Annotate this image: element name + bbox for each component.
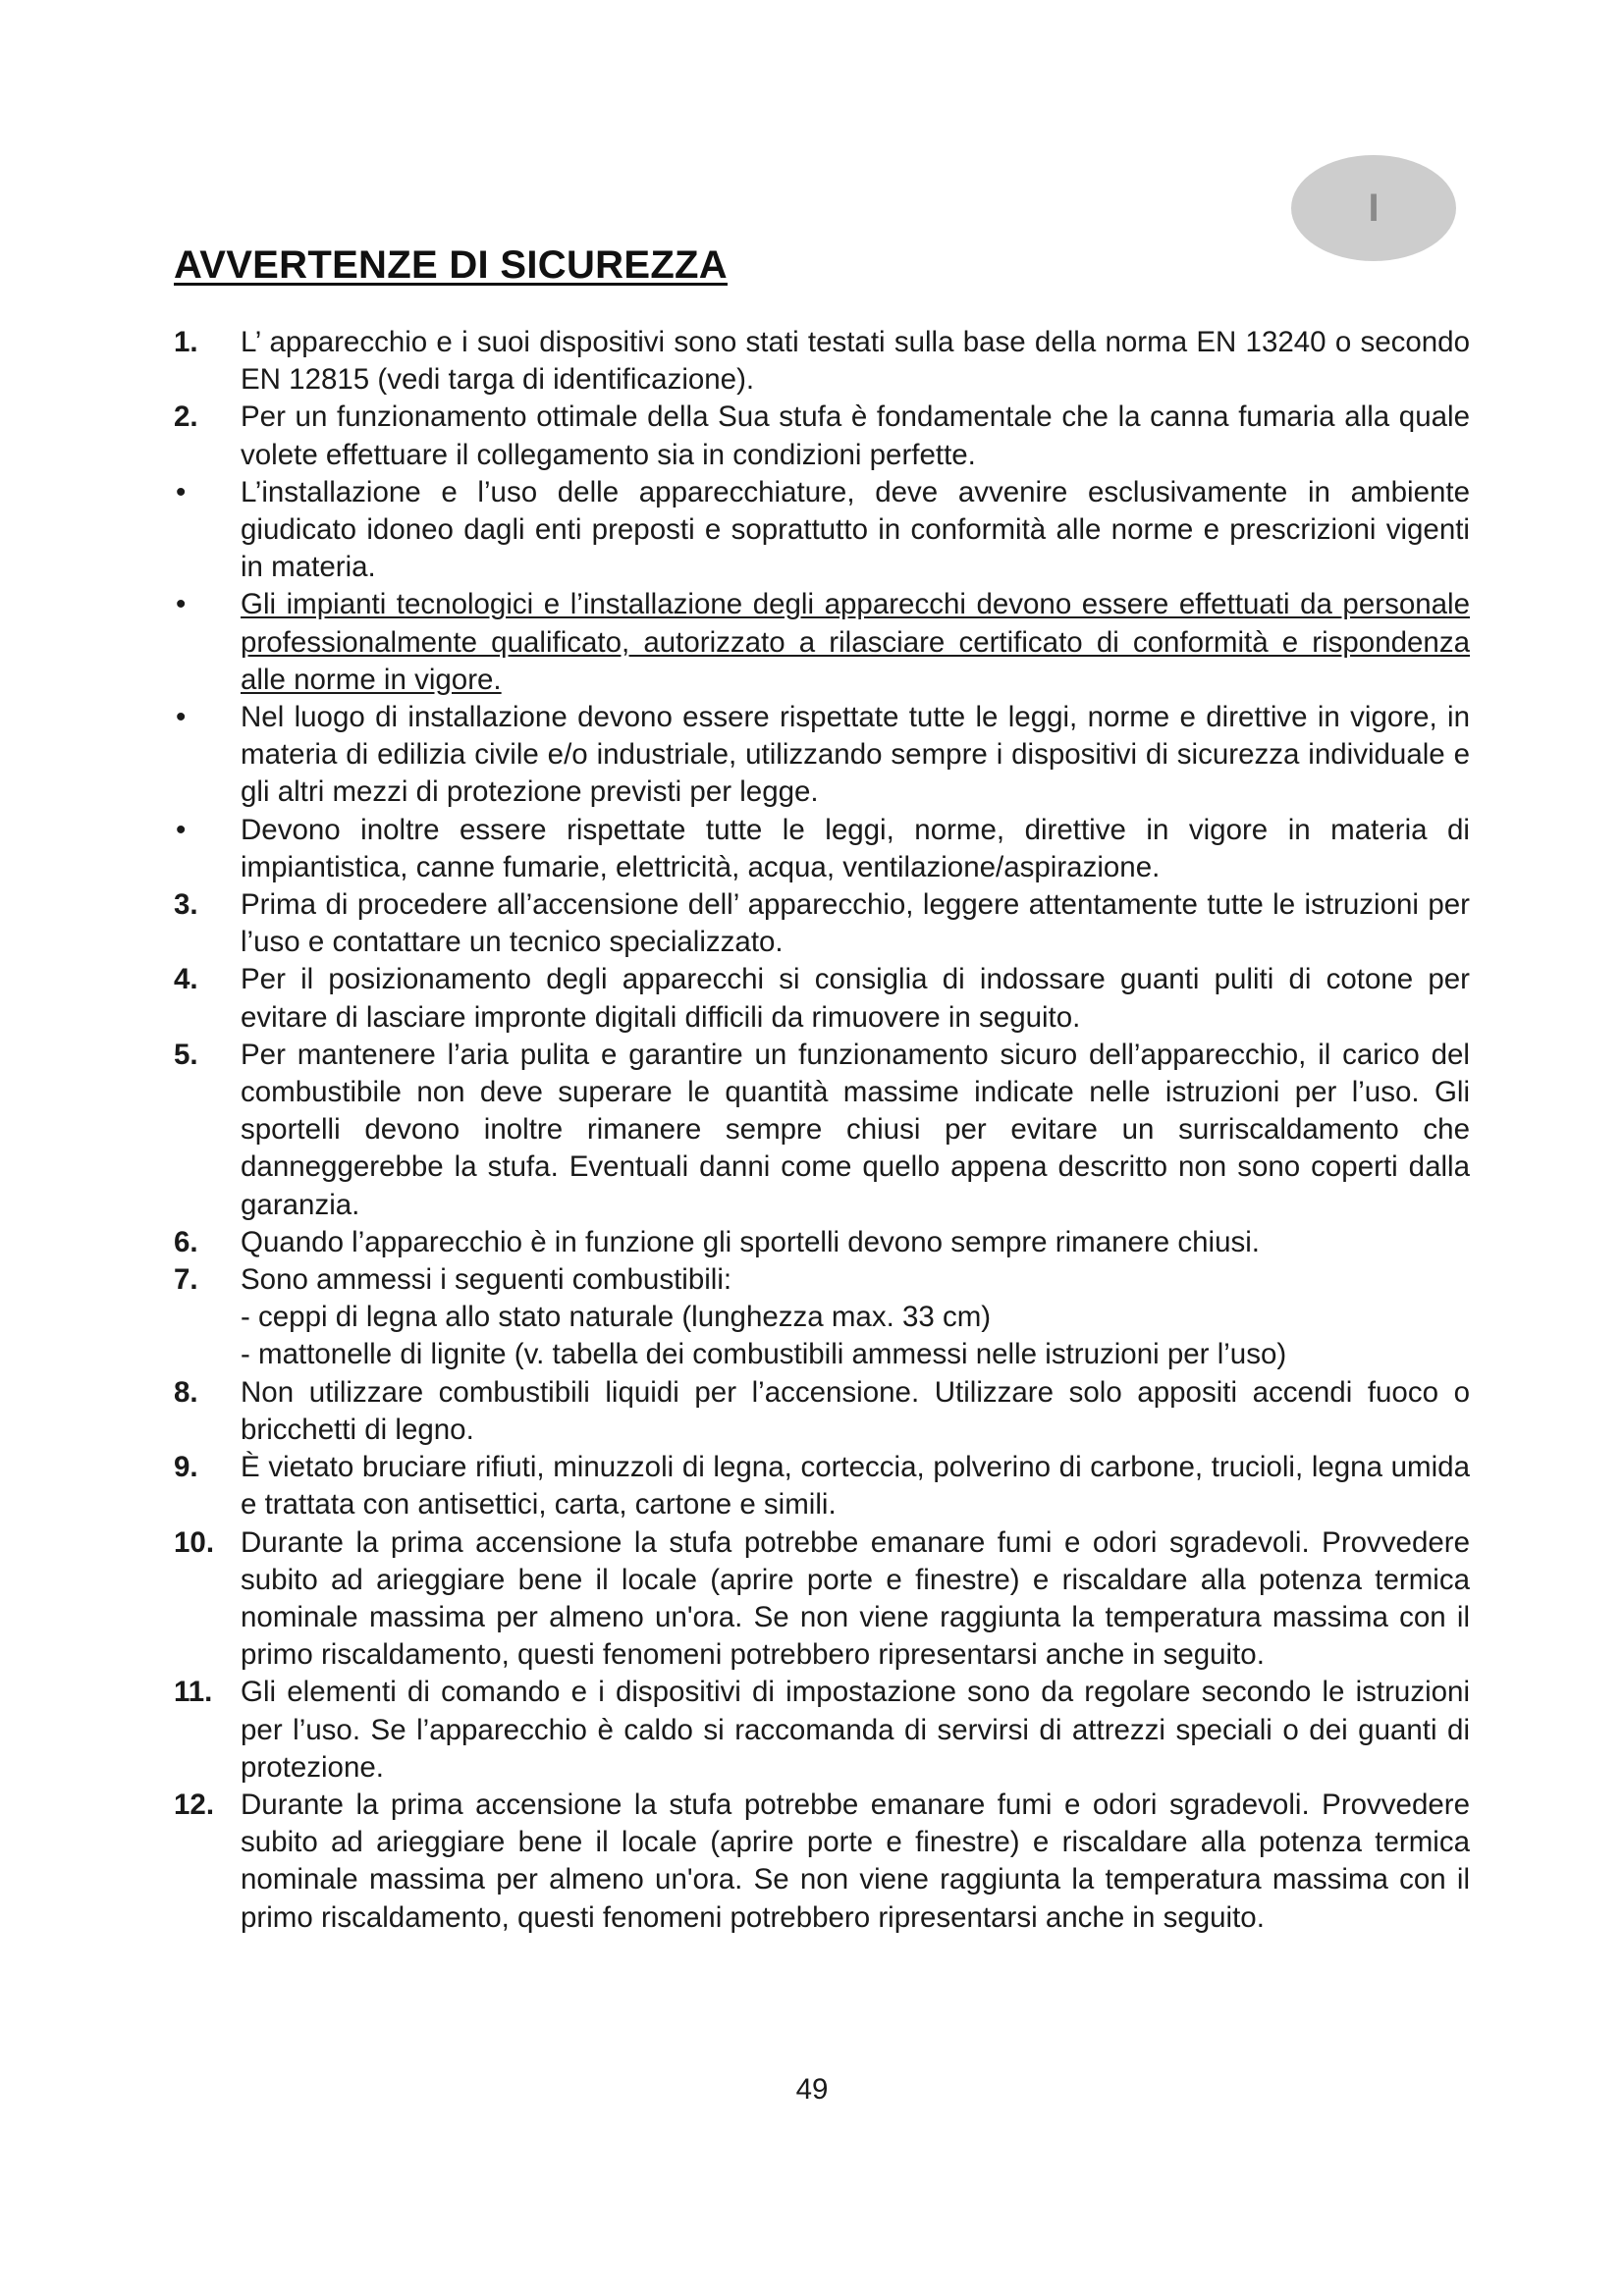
safety-warnings-list bbox=[174, 324, 1470, 1937]
numbered-item bbox=[174, 1261, 1470, 1374]
item-number: 7. bbox=[174, 1263, 198, 1297]
item-text: Sono ammessi i seguenti combustibili: - ceppi di legna allo stato naturale (lunghezza max. 33 cm) - mattonelle di lignite (v. tabella dei combustibili ammessi nelle istruzioni per l’uso) bbox=[241, 1263, 1287, 1371]
bullet-item bbox=[174, 586, 1470, 699]
numbered-item bbox=[174, 886, 1470, 961]
bullet-item bbox=[174, 474, 1470, 587]
item-number: 10. bbox=[174, 1525, 215, 1559]
item-text: L’ apparecchio e i suoi dispositivi sono stati testati sulla base della norma EN 13240 o secondo EN 12815 (vedi targa di identificazione). bbox=[241, 326, 1470, 397]
item-text: Devono inoltre essere rispettate tutte le leggi, norme, direttive in vigore in materia di impiantistica, canne fumarie, elettricità, acqua, ventilazione/aspirazione. bbox=[241, 813, 1470, 883]
numbered-item bbox=[174, 1224, 1470, 1261]
numbered-item bbox=[174, 324, 1470, 399]
item-text: Per il posizionamento degli apparecchi si consiglia di indossare guanti puliti di cotone per evitare di lasciare impronte digitali difficili da rimuovere in seguito. bbox=[241, 963, 1470, 1034]
item-number: 11. bbox=[174, 1676, 213, 1709]
numbered-item bbox=[174, 1524, 1470, 1675]
item-text: Durante la prima accensione la stufa potrebbe emanare fumi e odori sgradevoli. Provvedere subito ad arieggiare bene il locale (aprire porte e finestre) e riscaldare alla potenza termica nominale massima per almeno un'ora. Se non viene raggiunta la temperatura massima con il primo riscaldamento, questi fenomeni potrebbero ripresentarsi anche in seguito. bbox=[241, 1788, 1470, 1934]
numbered-item bbox=[174, 1787, 1470, 1937]
numbered-item bbox=[174, 1449, 1470, 1523]
item-text: Per un funzionamento ottimale della Sua stufa è fondamentale che la canna fumaria alla quale volete effettuare il collegamento sia in condizioni perfette. bbox=[241, 400, 1470, 471]
item-number: 5. bbox=[174, 1038, 198, 1071]
item-text: Per mantenere l’aria pulita e garantire un funzionamento sicuro dell’apparecchio, il carico del combustibile non deve superare le quantità massime indicate nelle istruzioni per l’uso. Gli sportelli devono inoltre rimanere sempre chiusi per evitare un surriscaldamento che danneggerebbe la stufa. Eventuali danni come quello appena descritto non sono coperti dalla garanzia. bbox=[241, 1038, 1470, 1221]
bullet-marker: • bbox=[176, 475, 187, 508]
bullet-marker: • bbox=[176, 588, 187, 621]
item-number: 8. bbox=[174, 1375, 198, 1409]
language-badge: I bbox=[1291, 155, 1456, 261]
item-text: L’installazione e l’uso delle apparecchiature, deve avvenire esclusivamente in ambiente giudicato idoneo dagli enti preposti e soprattutto in conformità alle norme e prescrizioni vigenti in materia. bbox=[241, 475, 1470, 584]
item-text: Prima di procedere all’accensione dell’ apparecchio, leggere attentamente tutte le istruzioni per l’uso e contattare un tecnico specializzato. bbox=[241, 888, 1470, 959]
item-text: Durante la prima accensione la stufa potrebbe emanare fumi e odori sgradevoli. Provvedere subito ad arieggiare bene il locale (aprire porte e finestre) e riscaldare alla potenza termica nominale massima per almeno un'ora. Se non viene raggiunta la temperatura massima con il primo riscaldamento, questi fenomeni potrebbero ripresentarsi anche in seguito. bbox=[241, 1525, 1470, 1672]
bullet-marker: • bbox=[176, 813, 187, 846]
page-number: 49 bbox=[795, 2073, 829, 2106]
numbered-item bbox=[174, 1674, 1470, 1787]
item-text: Nel luogo di installazione devono essere rispettate tutte le leggi, norme e direttive in vigore, in materia di edilizia civile e/o industriale, utilizzando sempre i dispositivi di sicurezza individuale e gli altri mezzi di protezione previsti per legge. bbox=[241, 701, 1470, 809]
numbered-item bbox=[174, 1037, 1470, 1224]
item-text: Gli impianti tecnologici e l’installazione degli apparecchi devono essere effettuati da personale professionalmente qualificato, autorizzato a rilasciare certificato di conformità e rispondenza alle norme in vigore. bbox=[241, 588, 1470, 696]
item-text: È vietato bruciare rifiuti, minuzzoli di legna, corteccia, polverino di carbone, trucioli, legna umida e trattata con antisettici, carta, cartone e simili. bbox=[241, 1451, 1470, 1522]
bullet-marker: • bbox=[176, 701, 187, 734]
numbered-item bbox=[174, 399, 1470, 473]
item-number: 9. bbox=[174, 1451, 198, 1484]
item-text: Quando l’apparecchio è in funzione gli sportelli devono sempre rimanere chiusi. bbox=[241, 1225, 1261, 1258]
numbered-item bbox=[174, 1374, 1470, 1449]
item-number: 6. bbox=[174, 1225, 198, 1258]
item-number: 3. bbox=[174, 888, 198, 922]
page-title: AVVERTENZE DI SICUREZZA bbox=[174, 243, 728, 287]
item-number: 1. bbox=[174, 326, 198, 358]
bullet-item bbox=[174, 812, 1470, 886]
numbered-item bbox=[174, 961, 1470, 1036]
item-text: Gli elementi di comando e i dispositivi di impostazione sono da regolare secondo le istruzioni per l’uso. Se l’apparecchio è caldo si raccomanda di servirsi di attrezzi speciali o dei guanti di protezione. bbox=[241, 1676, 1470, 1784]
item-text: Non utilizzare combustibili liquidi per l’accensione. Utilizzare solo appositi accendi fuoco o bricchetti di legno. bbox=[241, 1375, 1470, 1446]
item-number: 2. bbox=[174, 400, 198, 434]
item-number: 12. bbox=[174, 1788, 215, 1821]
bullet-item bbox=[174, 699, 1470, 812]
item-number: 4. bbox=[174, 963, 198, 996]
